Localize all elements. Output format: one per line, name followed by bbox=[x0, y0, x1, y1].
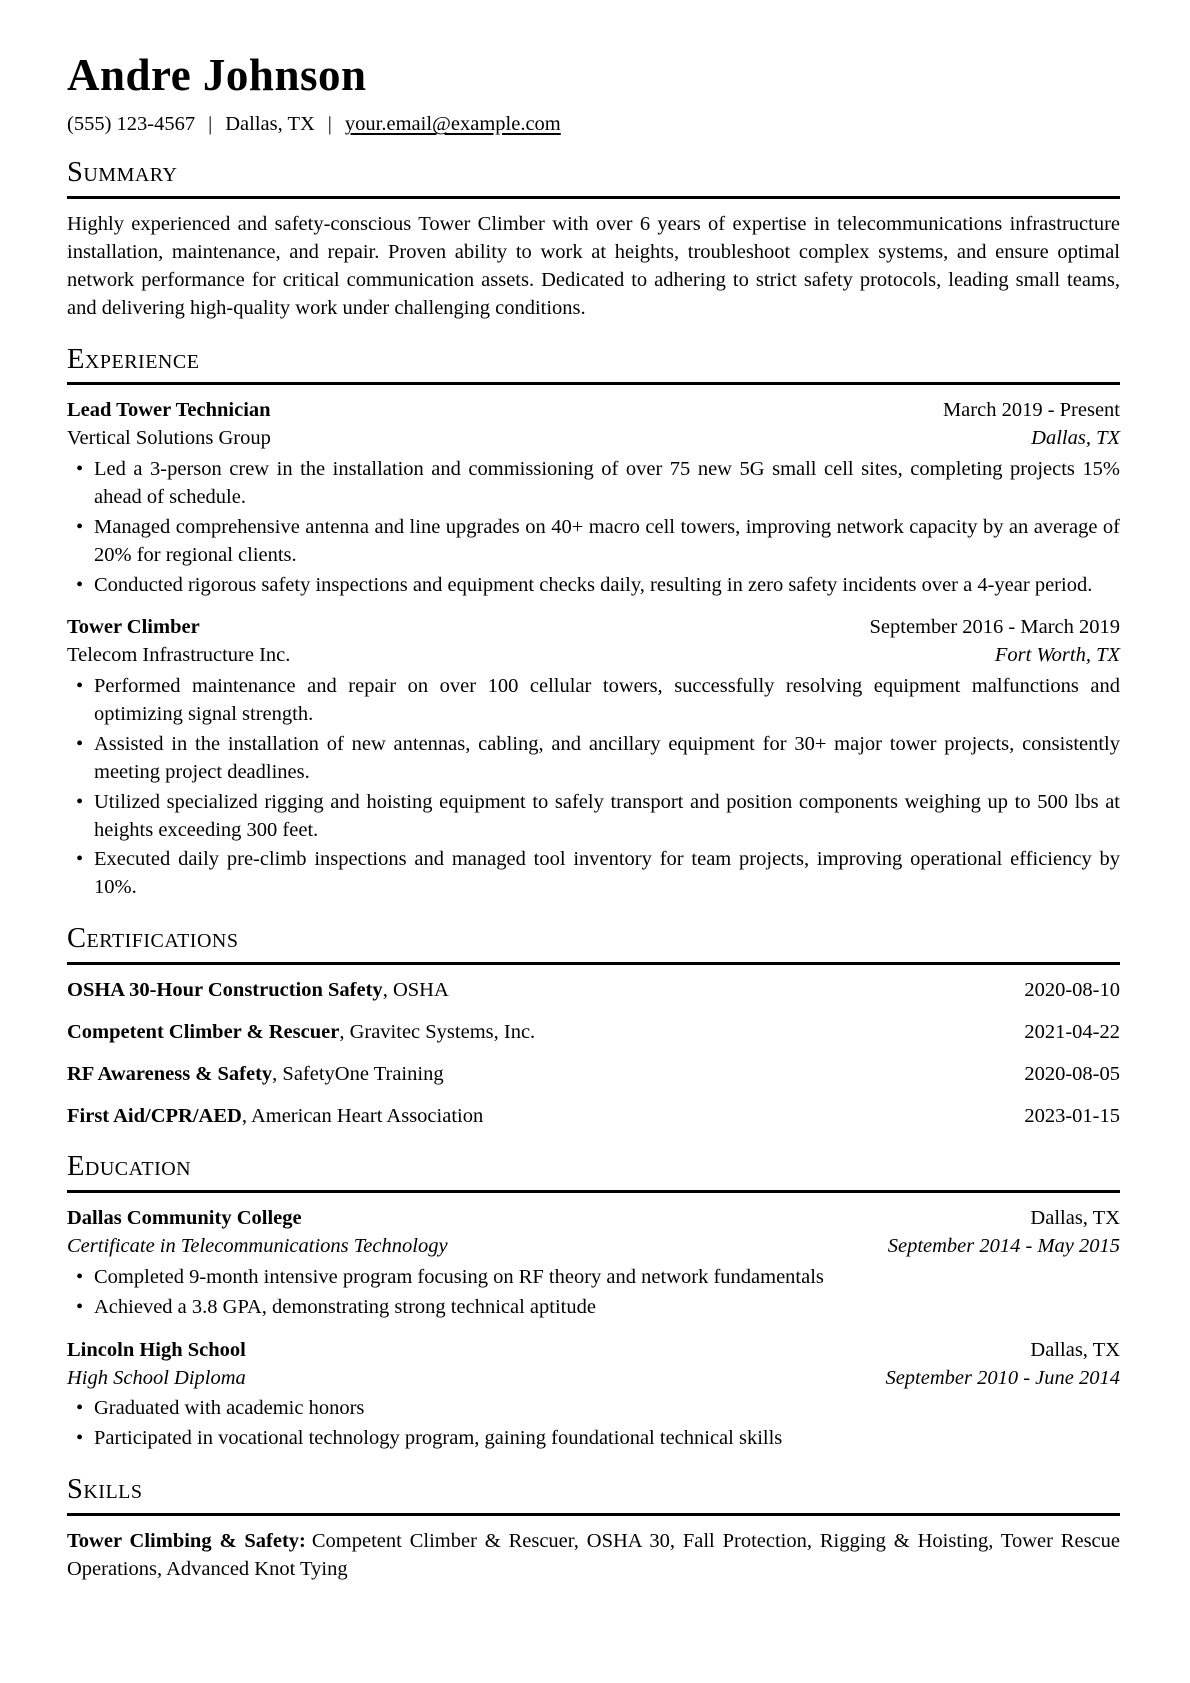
job-role: Tower Climber bbox=[67, 616, 200, 639]
certification-name: Competent Climber & Rescuer bbox=[67, 1020, 340, 1043]
certification-row bbox=[67, 1061, 1120, 1089]
section-title-education: Education bbox=[67, 1151, 192, 1183]
school-bullet-list bbox=[67, 1264, 1120, 1322]
job-company: Vertical Solutions Group bbox=[67, 427, 271, 450]
section-title-summary: Summary bbox=[67, 157, 178, 189]
job-title-row bbox=[67, 397, 1120, 425]
contact-separator: | bbox=[208, 113, 213, 136]
school-institution: Dallas Community College bbox=[67, 1207, 302, 1230]
bullet-item: • Graduated with academic honors bbox=[67, 1395, 1120, 1423]
job-company-row bbox=[67, 642, 1120, 670]
certification-name: OSHA 30-Hour Construction Safety bbox=[67, 978, 383, 1001]
section-divider bbox=[67, 1513, 1120, 1516]
section-divider bbox=[67, 382, 1120, 385]
certification-issuer: , OSHA bbox=[382, 978, 449, 1001]
school-entry bbox=[67, 1337, 1120, 1454]
job-entry bbox=[67, 614, 1120, 902]
school-degree-row bbox=[67, 1233, 1120, 1261]
summary-text: Highly experienced and safety-conscious Tower Climber with over 6 years of expertise in telecommunications infrastructure installation, maintenance, and repair. Proven ability to work at heights, troubleshoot complex systems, and ensure optimal network performance for critical communication assets. Dedicated to adhering to strict safety protocols, leading small teams, and delivering high-quality work under challenging conditions. bbox=[67, 213, 1120, 319]
job-location: Fort Worth, TX bbox=[994, 644, 1120, 667]
contact-location: Dallas, TX bbox=[225, 113, 315, 136]
bullet-item: • Conducted rigorous safety inspections and equipment checks daily, resulting in zero safety incidents over a 4-year period. bbox=[67, 572, 1120, 600]
school-dates: September 2010 - June 2014 bbox=[885, 1366, 1120, 1389]
skills-list: Competent Climber & Rescuer, OSHA 30, Fall Protection, Rigging & Hoisting, Tower Rescue Operations, Advanced Knot Tying bbox=[67, 1529, 1121, 1580]
job-bullet-list bbox=[67, 456, 1120, 599]
skills-item bbox=[67, 1528, 1120, 1584]
school-title-row bbox=[67, 1337, 1120, 1365]
job-company-row bbox=[67, 425, 1120, 453]
school-degree-row bbox=[67, 1365, 1120, 1393]
job-role: Lead Tower Technician bbox=[67, 399, 271, 422]
bullet-item: • Utilized specialized rigging and hoisting equipment to safely transport and position components weighing up to 500 lbs at heights exceeding 300 feet. bbox=[67, 789, 1120, 845]
job-entry bbox=[67, 397, 1120, 599]
certification-date: 2023-01-15 bbox=[1024, 1104, 1120, 1127]
section-divider bbox=[67, 1190, 1120, 1193]
section-divider bbox=[67, 962, 1120, 965]
contact-line bbox=[67, 113, 1120, 136]
certification-date: 2021-04-22 bbox=[1024, 1020, 1120, 1043]
job-location: Dallas, TX bbox=[1031, 427, 1120, 450]
section-experience bbox=[67, 344, 1120, 903]
certification-row bbox=[67, 1103, 1120, 1131]
certification-date: 2020-08-10 bbox=[1024, 978, 1120, 1001]
skills-body bbox=[67, 1528, 1120, 1584]
certification-issuer: , American Heart Association bbox=[241, 1104, 484, 1127]
certification-label bbox=[67, 1103, 483, 1131]
certifications-body bbox=[67, 977, 1120, 1131]
contact-email-link[interactable]: your.email@example.com bbox=[344, 113, 561, 136]
school-bullet-list bbox=[67, 1395, 1120, 1453]
education-body bbox=[67, 1205, 1120, 1453]
person-name: Andre Johnson bbox=[67, 50, 367, 100]
section-title-skills: Skills bbox=[67, 1474, 143, 1506]
bullet-item: • Assisted in the installation of new antennas, cabling, and ancillary equipment for 30+ major tower projects, consistently meeting project deadlines. bbox=[67, 731, 1120, 787]
section-skills bbox=[67, 1474, 1120, 1584]
job-bullet-list bbox=[67, 673, 1120, 902]
bullet-item: • Executed daily pre-climb inspections and managed tool inventory for team projects, improving operational efficiency by 10%. bbox=[67, 846, 1120, 902]
bullet-item: • Participated in vocational technology program, gaining foundational technical skills bbox=[67, 1425, 1120, 1453]
certification-label bbox=[67, 1019, 535, 1047]
contact-phone: (555) 123-4567 bbox=[67, 113, 196, 136]
certification-name: First Aid/CPR/AED bbox=[67, 1104, 242, 1127]
bullet-item: • Led a 3-person crew in the installation and commissioning of over 75 new 5G small cell sites, completing projects 15% ahead of schedule. bbox=[67, 456, 1120, 512]
job-company: Telecom Infrastructure Inc. bbox=[67, 644, 291, 667]
certification-date: 2020-08-05 bbox=[1024, 1062, 1120, 1085]
experience-body bbox=[67, 397, 1120, 902]
certification-issuer: , SafetyOne Training bbox=[272, 1062, 444, 1085]
bullet-item: • Achieved a 3.8 GPA, demonstrating strong technical aptitude bbox=[67, 1294, 1120, 1322]
section-certifications bbox=[67, 923, 1120, 1130]
bullet-item: • Performed maintenance and repair on over 100 cellular towers, successfully resolving equipment malfunctions and optimizing signal strength. bbox=[67, 673, 1120, 729]
resume-header bbox=[67, 52, 1120, 136]
bullet-item: • Completed 9-month intensive program focusing on RF theory and network fundamentals bbox=[67, 1264, 1120, 1292]
section-title-experience: Experience bbox=[67, 343, 200, 375]
certification-label bbox=[67, 977, 449, 1005]
job-dates: September 2016 - March 2019 bbox=[869, 616, 1120, 639]
certification-row bbox=[67, 977, 1120, 1005]
section-education bbox=[67, 1151, 1120, 1453]
section-divider bbox=[67, 196, 1120, 199]
school-location: Dallas, TX bbox=[1030, 1338, 1120, 1361]
school-entry bbox=[67, 1205, 1120, 1322]
contact-separator: | bbox=[327, 113, 332, 136]
job-title-row bbox=[67, 614, 1120, 642]
certification-row bbox=[67, 1019, 1120, 1047]
school-institution: Lincoln High School bbox=[67, 1338, 246, 1361]
school-location: Dallas, TX bbox=[1030, 1207, 1120, 1230]
summary-body bbox=[67, 211, 1120, 323]
certification-name: RF Awareness & Safety bbox=[67, 1062, 273, 1085]
school-title-row bbox=[67, 1205, 1120, 1233]
school-dates: September 2014 - May 2015 bbox=[887, 1235, 1120, 1258]
school-degree: Certificate in Telecommunications Technology bbox=[67, 1235, 448, 1258]
skills-category: Tower Climbing & Safety: bbox=[67, 1529, 306, 1552]
job-dates: March 2019 - Present bbox=[942, 399, 1120, 422]
section-title-certifications: Certifications bbox=[67, 923, 239, 955]
school-degree: High School Diploma bbox=[67, 1366, 246, 1389]
certification-issuer: , Gravitec Systems, Inc. bbox=[339, 1020, 536, 1043]
section-summary bbox=[67, 157, 1120, 322]
bullet-item: • Managed comprehensive antenna and line upgrades on 40+ macro cell towers, improving network capacity by an average of 20% for regional clients. bbox=[67, 514, 1120, 570]
certification-label bbox=[67, 1061, 444, 1089]
